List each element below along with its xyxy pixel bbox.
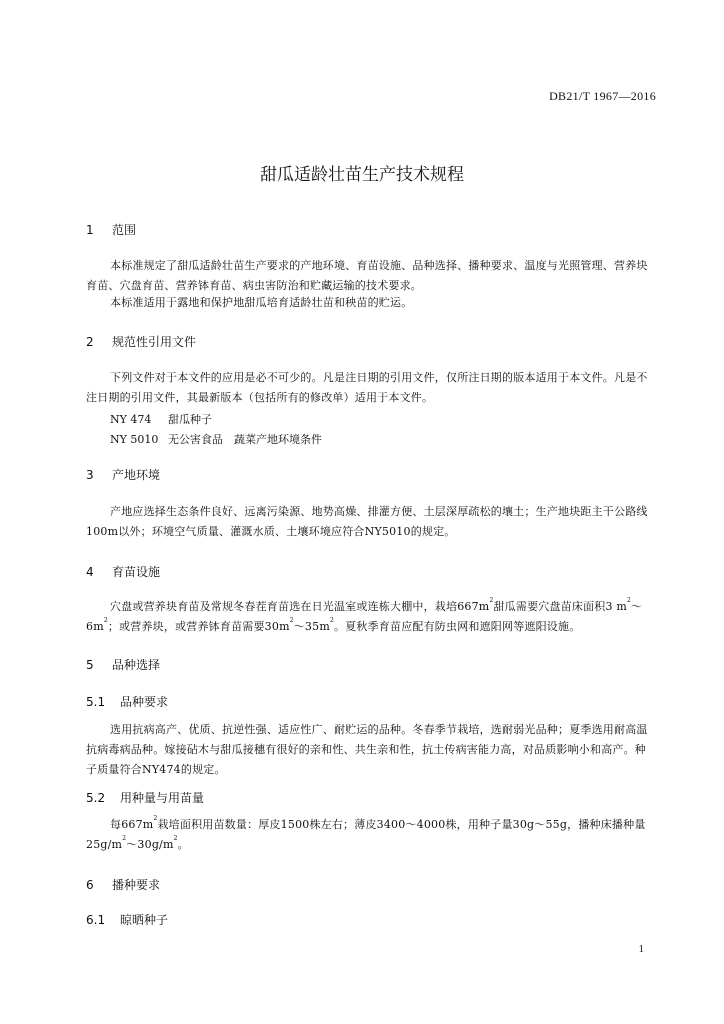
reference-item: NY 5010 无公害食品 蔬菜产地环境条件 — [110, 433, 322, 446]
section-heading-6-1: 6.1 晾晒种子 — [86, 913, 169, 927]
section-2-paragraph: 下列文件对于本文件的应用是必不可少的。凡是注日期的引用文件，仅所注日期的版本适用于本文件。凡是不注日期的引用文件，其最新版本（包括所有的修改单）适用于本文件。 — [86, 371, 648, 404]
section-heading-2: 2 规范性引用文件 — [86, 335, 197, 349]
section-5-2-paragraph: 每$667m^2$栽培面积用苗数量：厚皮1500株左右；薄皮3400～4000株，用种子量30g～55g，播种床播种量$25g/m^2\sim 30g/m^2$。 — [86, 815, 646, 851]
section-heading-6: 6 播种要求 — [86, 878, 161, 892]
section-1-paragraph-1: 本标准规定了甜瓜适龄壮苗生产要求的产地环境、育苗设施、品种选择、播种要求、温度与光照管理、营养块育苗、穴盘育苗、营养钵育苗、病虫害防治和贮藏运输的技术要求。 — [86, 259, 648, 292]
document-title: 甜瓜适龄壮苗生产技术规程 — [260, 165, 464, 185]
section-5-1-paragraph: 选用抗病高产、优质、抗逆性强、适应性广、耐贮运的品种。冬春季节栽培，选耐弱光品种；夏季选用耐高温抗病毒病品种。嫁接砧木与甜瓜接穗有很好的亲和性、共生亲和性，抗土传病害能力高，对品质影响小和高产。种子质量符合NY474的规定。 — [86, 723, 648, 776]
section-3-paragraph: 产地应选择生态条件良好、远离污染源、地势高燥、排灌方便、土层深厚疏松的壤土；生产地块距主干公路线100m以外；环境空气质量、灌溉水质、土壤环境应符合NY5010的规定。 — [86, 505, 648, 538]
section-heading-5-2: 5.2 用种量与用苗量 — [86, 791, 205, 805]
section-heading-3: 3 产地环境 — [86, 468, 161, 482]
section-heading-4: 4 育苗设施 — [86, 565, 161, 579]
section-4-paragraph: 穴盘或营养块育苗及常规冬春茬育苗选在日光温室或连栋大棚中，栽培$667m^2$甜瓜需要穴盘苗床面积3 $m^2\sim 6m^2$；或营养块，或营养钵育苗需要$30m^2\sim 35m^2$。夏秋季育苗应配有防虫网和遮阳网等遮阳设施。 — [86, 597, 643, 633]
section-heading-5: 5 品种选择 — [86, 658, 161, 672]
reference-item: NY 474 甜瓜种子 — [110, 413, 212, 426]
section-heading-1: 1 范围 — [86, 223, 137, 237]
section-heading-5-1: 5.1 品种要求 — [86, 695, 169, 709]
page-number: 1 — [638, 943, 644, 955]
standard-code: DB21/T 1967—2016 — [549, 89, 656, 103]
section-1-paragraph-2: 本标准适用于露地和保护地甜瓜培育适龄壮苗和秧苗的贮运。 — [110, 296, 413, 309]
